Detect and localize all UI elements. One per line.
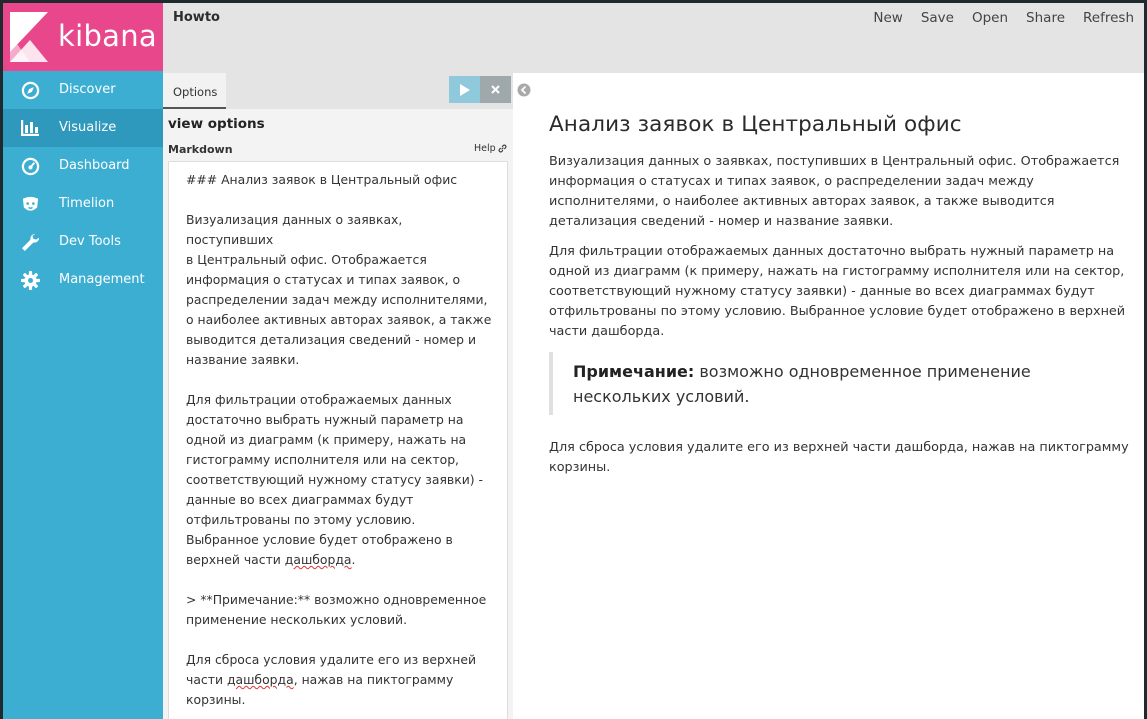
markdown-label: Markdown [168, 143, 233, 156]
help-link[interactable] [474, 143, 507, 154]
md-line [186, 670, 493, 690]
sidebar-item-management[interactable] [3, 261, 163, 299]
dashboard-icon [20, 156, 40, 176]
new-button[interactable]: New [873, 10, 903, 26]
md-line: соответствующий нужному статусу заявки) - [186, 472, 484, 487]
sidebar-item-label: Discover [59, 82, 116, 97]
sidebar [3, 3, 163, 719]
md-line: Выбранное условие будет отображено в [186, 532, 453, 547]
note-bold-label: Примечание: [573, 362, 695, 381]
md-line [186, 570, 493, 590]
logo-text: kibana [58, 19, 157, 53]
preview-paragraph: Для фильтрации отображаемых данных достаточно выбрать нужный параметр на одной из диаграмм (к примеру, нажать на гистограмму исполнителя или на сектор, соответствующий нужному статусу заявки) - данные во всех диаграммах будут отфильтрованы по этому условию. Выбранное условие будет отображено в верхней части дашборда. [549, 244, 1126, 339]
sidebar-item-visualize[interactable] [3, 109, 163, 147]
markdown-textarea[interactable] [168, 161, 508, 719]
md-line [186, 630, 493, 650]
md-line-tail: . [351, 552, 356, 567]
refresh-button[interactable]: Refresh [1083, 10, 1134, 26]
preview-paragraph: Для сброса условия удалите его из верхней части дашборда, нажав на пиктограмму корзины. [549, 440, 1129, 475]
md-line: достаточно выбрать нужный параметр на [186, 412, 464, 427]
sidebar-item-label: Dashboard [59, 158, 130, 173]
sidebar-item-dashboard[interactable] [3, 147, 163, 185]
md-line [186, 370, 493, 390]
apply-changes-button[interactable] [449, 76, 480, 103]
sidebar-item-label: Dev Tools [59, 234, 121, 249]
md-line-text: верхней части [186, 552, 285, 567]
md-line-text: части [186, 672, 227, 687]
md-line: отфильтрованы по этому условию. [186, 512, 416, 527]
md-line-tail: , нажав на пиктограмму [293, 672, 454, 687]
discard-changes-button[interactable] [480, 76, 511, 103]
md-line: ### Анализ заявок в Центральный офис [186, 172, 458, 187]
note-text: возможно одновременное применение нескольких условий. [573, 362, 1031, 406]
play-icon [459, 84, 470, 96]
compass-icon [20, 80, 40, 100]
md-line: гистограмму исполнителя или на сектор, [186, 452, 459, 467]
sidebar-item-label: Timelion [59, 196, 115, 211]
editor-panel [163, 73, 513, 719]
sidebar-item-label: Visualize [59, 120, 117, 135]
spellcheck-word: дашборда [226, 672, 294, 687]
md-line: > **Примечание:** возможно одновременное [186, 592, 487, 607]
spellcheck-word: дашборда [284, 552, 352, 567]
top-bar [163, 3, 1144, 73]
markdown-preview [549, 111, 1135, 488]
save-button[interactable]: Save [920, 10, 954, 26]
preview-blockquote [549, 352, 1135, 415]
md-line: название заявки. [186, 352, 300, 367]
md-line: корзины. [186, 692, 246, 707]
link-icon [498, 144, 507, 153]
collapse-sidebar-icon[interactable] [517, 83, 531, 97]
tab-options[interactable]: Options [163, 73, 226, 109]
page-title: Howto [173, 10, 220, 25]
sidebar-item-label: Management [59, 272, 145, 287]
kibana-logo-icon [10, 12, 50, 62]
md-line [186, 190, 493, 210]
md-line [186, 550, 493, 570]
sidebar-item-dev-tools[interactable] [3, 223, 163, 261]
md-line: данные во всех диаграммах будут [186, 492, 414, 507]
md-line: применение нескольких условий. [186, 612, 408, 627]
app-window [3, 3, 1144, 719]
share-button[interactable]: Share [1026, 10, 1066, 26]
kibana-logo[interactable] [3, 3, 163, 71]
editor-tab-bar [163, 73, 513, 109]
open-button[interactable]: Open [971, 10, 1009, 26]
wrench-icon [20, 232, 40, 252]
md-line: одной из диаграмм (к примеру, нажать на [186, 432, 467, 447]
timelion-icon [20, 194, 40, 214]
sidebar-item-timelion[interactable] [3, 185, 163, 223]
preview-paragraph: Визуализация данных о заявках, поступивших в Центральный офис. Отображается информация о статусах и типах заявок, о распределении задач между исполнителями, о наиболее активных авторах заявок, а также выводится детализация сведений - номер и название заявки. [549, 154, 1120, 229]
preview-heading: Анализ заявок в Центральный офис [549, 112, 962, 137]
md-line: информация о статусах и типах заявок, о [186, 272, 461, 287]
top-actions [873, 10, 1144, 26]
close-icon [491, 85, 500, 94]
view-options-title: view options [168, 116, 265, 132]
gear-icon [20, 270, 40, 290]
sidebar-item-discover[interactable] [3, 71, 163, 109]
md-line: Визуализация данных о заявках, поступивших [186, 212, 407, 247]
md-line: в Центральный офис. Отображается [186, 252, 427, 267]
bar-chart-icon [20, 118, 40, 138]
md-line: выводится детализация сведений - номер и [186, 332, 477, 347]
md-line: Для сброса условия удалите его из верхней [186, 652, 477, 667]
md-line: Для фильтрации отображаемых данных [186, 392, 452, 407]
md-line: распределении задач между исполнителями, [186, 292, 488, 307]
md-line: о наиболее активных авторах заявок, а также [186, 312, 492, 327]
help-label: Help [474, 143, 496, 154]
